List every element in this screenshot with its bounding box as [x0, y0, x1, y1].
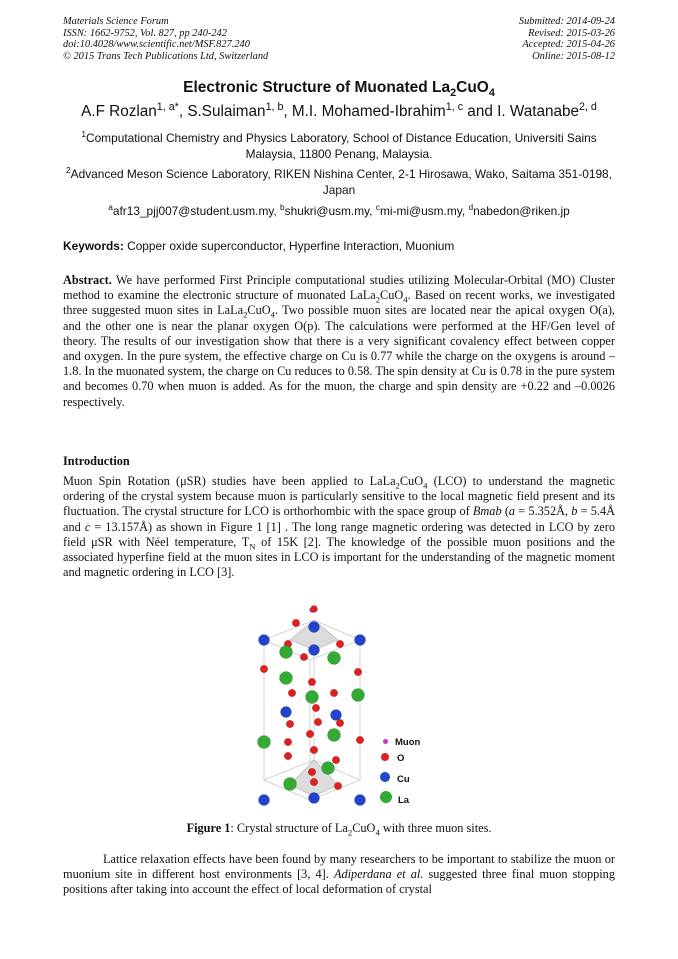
oxygen-atom [286, 720, 294, 728]
figure-label: Figure 1 [186, 821, 231, 835]
oxygen-atom [314, 718, 322, 726]
copper-atom [309, 645, 320, 656]
email-a: afr13_pjj007@student.usm.my, [112, 204, 281, 218]
lanthanum-atom [284, 778, 297, 791]
oxygen-atom [260, 665, 268, 673]
submitted-date: Submitted: 2014-09-24 [518, 16, 615, 27]
copper-atom [309, 793, 320, 804]
lanthanum-atom [352, 689, 365, 702]
copper-swatch [380, 772, 390, 782]
lanthanum-atom [322, 762, 335, 775]
introduction-paragraph: Muon Spin Rotation (μSR) studies have been applied to LaLa$_2$CuO$_4$ (LCO) to understand the magnetic ordering of the crystal system because muon is particularly sensitive to the local magnetic field present and its fluctuation. The crystal structure for LCO is orthorhombic with the space group of Bmab (a = 5.352Å, b = 5.4Å and c = 13.157Å) as shown in Figure 1 [1] . The long range magnetic ordering was detected in LCO by zero field μSR with Néel temperature, $T_N$ of 15K [2]. The knowledge of the possible muon positions and the associated hyperfine field at the muon sites in LCO is important for the understanding of the magnetic moment and magnetic ordering in LCO [3]. [63, 474, 616, 580]
email-c: mi-mi@usm.my, [379, 204, 469, 218]
keywords-label: Keywords: [63, 239, 124, 253]
copper-atom [355, 795, 366, 806]
oxygen-atom [308, 768, 316, 776]
oxygen-atom [292, 619, 300, 627]
paper-title: Electronic Structure of Muonated $La_2CuO_4$ [183, 79, 495, 100]
oxygen-atom [300, 653, 308, 661]
lanthanum-atom [328, 652, 341, 665]
oxygen-atom [310, 746, 318, 754]
copper-atom [281, 707, 292, 718]
figure-legend [380, 737, 440, 811]
figure-caption: Figure 1: Crystal structure of $La_2CuO_4$ with three muon sites. [186, 821, 492, 838]
copper-atom [259, 795, 270, 806]
oxygen-atom [334, 782, 342, 790]
lanthanum-atom [328, 729, 341, 742]
author-1: A.F Rozlan [81, 103, 157, 120]
oxygen-atom [310, 778, 318, 786]
oxygen-atom [288, 689, 296, 697]
abstract: Abstract. We have performed First Principle computational studies utilizing Molecular-Orbital (MO) Cluster method to examine the electronic structure of muonated LaLa$_2$CuO$_4$. Based on recent works, we investigated three suggested muon sites in LaLa$_2$CuO$_4$. Two possible muon sites are located near the apical oxygen O(a), and the other one is near the planar oxygen O(p). The calculations were performed at the HF/Gen level of theory. The results of our investigation show that there is a very significant covalency effect between copper and oxygen. In the pure system, the effective charge on Cu is 0.77 while the charge on the oxygens is around –1.8. In the muonated system, the charge on Cu reduces to 0.58. The spin density at Cu is 0.78 in the pure system and becomes 0.70 when muon is added. As for the muon, the charge and spin density are +0.22 and –0.0026 respectively. [63, 273, 616, 409]
muon-swatch [383, 739, 388, 744]
copper-atom [355, 635, 366, 646]
oxygen-atom [306, 730, 314, 738]
introduction-heading: Introduction [63, 454, 130, 468]
copyright-line: © 2015 Trans Tech Publications Ltd, Switzerland [63, 50, 269, 62]
lattice-paragraph: Lattice relaxation effects have been found by many researchers to be important to stabilize the muon or muonium site in different host environments [3, 4]. Adiperdana et al. suggested three final muon stopping positions after taking into account the effect of local deformation of crystal [63, 852, 615, 897]
keywords: Keywords: Copper oxide superconductor, Hyperfine Interaction, Muonium [63, 239, 455, 253]
copper-atom [259, 635, 270, 646]
legend-item-la: La [380, 791, 440, 810]
author-emails: $^a$afr13_pjj007@student.usm.my, $^b$shukri@usm.my, $^c$mi-mi@usm.my, $^d$nabedon@riken.jp [108, 202, 570, 218]
oxygen-atom [311, 606, 318, 613]
legend-item-muon: Muon [380, 737, 440, 753]
lanthanum-atom [258, 736, 271, 749]
issn-line: ISSN: 1662-9752, Vol. 827, pp 240-242 [63, 27, 227, 39]
journal-header-right [519, 16, 615, 62]
doi-line: doi:10.4028/www.scientific.net/MSF.827.240 [63, 39, 250, 51]
affiliation-1: $^1$Computational Chemistry and Physics Laboratory, School of Distance Education, Universiti Sains Malaysia, 11800 Penang, Malaysia. [81, 129, 597, 161]
oxygen-atom [330, 689, 338, 697]
oxygen-swatch [381, 753, 389, 761]
journal-header-left [63, 16, 268, 62]
revised-date: Revised: 2015-03-26 [528, 27, 615, 39]
author-list: A.F Rozlan$^{1, a*}$, S.Sulaiman$^{1, b}$, M.I. Mohamed-Ibrahim$^{1, c}$ and I. Watanabe$^{2, d}$ [81, 100, 597, 120]
copper-atom [331, 710, 342, 721]
oxygen-atom [356, 736, 364, 744]
legend-item-o: O [380, 753, 440, 772]
journal-name: Materials Science Forum [63, 16, 169, 27]
affiliation-2: $^2$Advanced Meson Science Laboratory, RIKEN Nishina Center, 2-1 Hirosawa, Wako, Saitama 351-0198, Japan [66, 165, 612, 197]
lanthanum-atom [280, 672, 293, 685]
oxygen-atom [312, 704, 320, 712]
accepted-date: Accepted: 2015-04-26 [522, 39, 615, 51]
oxygen-atom [284, 752, 292, 760]
legend-item-cu: Cu [380, 772, 440, 791]
oxygen-atom [336, 640, 344, 648]
copper-atom [309, 622, 320, 633]
oxygen-atom [336, 719, 344, 727]
email-d: nabedon@riken.jp [473, 204, 570, 218]
oxygen-atom [354, 668, 362, 676]
lanthanum-atom [306, 691, 319, 704]
oxygen-atom [284, 738, 292, 746]
oxygen-atom [332, 756, 340, 764]
author-3: , M.I. Mohamed-Ibrahim [283, 103, 446, 120]
oxygen-atom [308, 678, 316, 686]
lanthanum-swatch [380, 791, 392, 803]
online-date: Online: 2015-08-12 [532, 50, 615, 62]
author-4: and I. Watanabe [463, 103, 579, 120]
author-2: , S.Sulaiman [178, 103, 266, 120]
email-b: shukri@usm.my, [284, 204, 376, 218]
abstract-label: Abstract. [63, 273, 112, 287]
lanthanum-atom [280, 646, 293, 659]
